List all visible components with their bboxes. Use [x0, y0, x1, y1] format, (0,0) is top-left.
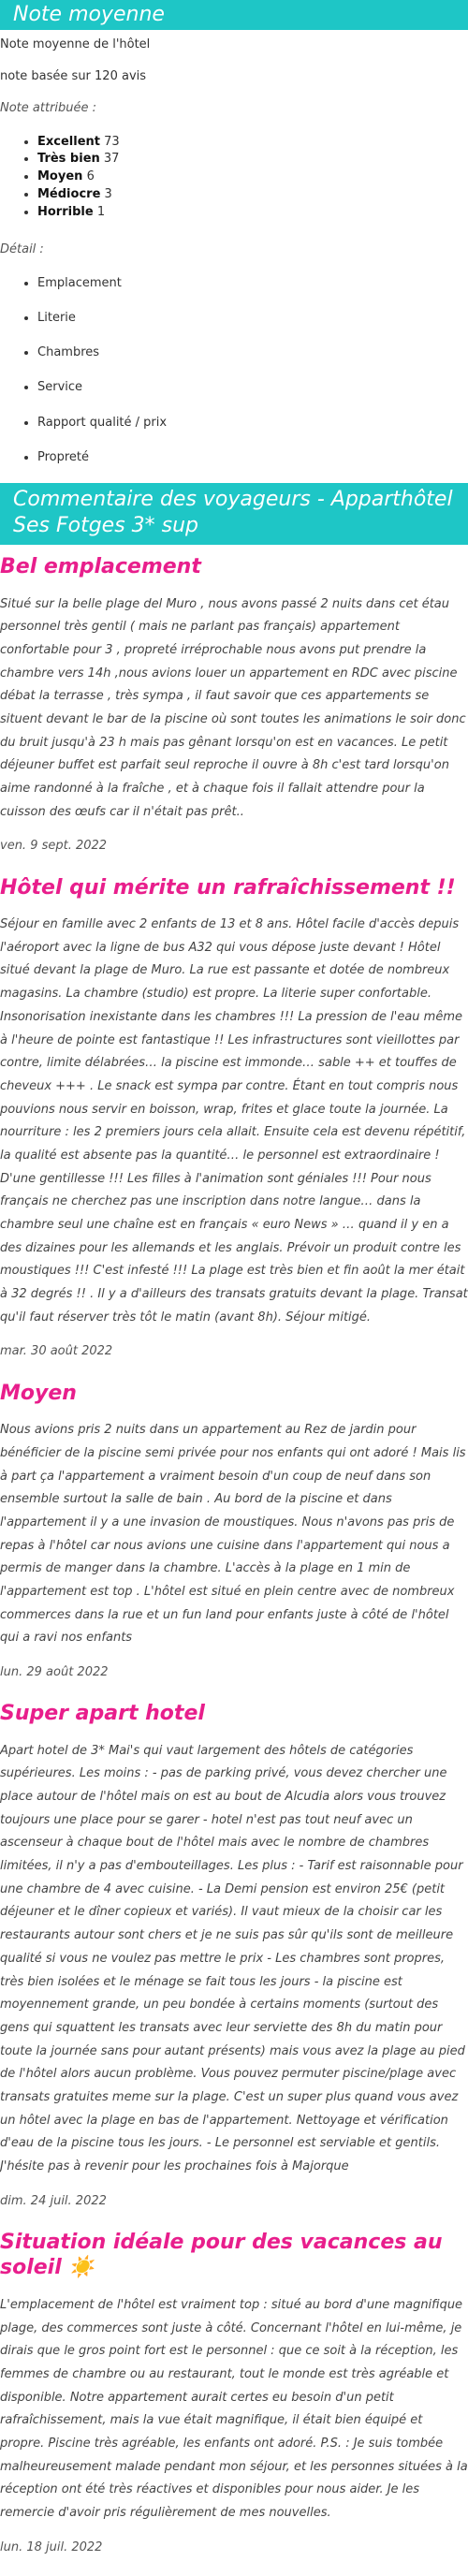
review-card [0, 1701, 468, 2211]
count-label: Horrible [37, 204, 94, 219]
count-value: 6 [86, 169, 95, 184]
count-value: 1 [96, 204, 106, 219]
rating-counts-list [0, 134, 468, 222]
review-body: Apart hotel de 3* Mai's qui vaut largement des hôtels de catégories supérieures. Les moins : - pas de parking privé, vous devez chercher une place autour de l'hôtel mais on est au bout de Alcudia alors vous trouvez toujours une place pour se garer - hotel n'est pas tout neuf avec un ascenseur à chaque bout de l'hôtel mais avec le nombre de chambres limitées, il n'y a pas d'embouteillages. Les plus : - Tarif est raisonnable pour une chambre de 4 avec cuisine. - La Demi pension est environ 25€ (petit déjeuner et le dîner copieux et variés). Il vaut mieux de la choisir car les restaurants autour sont chers et je ne suis pas sûr qu'ils sont de meilleure qualité si vous ne voulez pas mettre le prix - Les chambres sont propres, très bien isolées et le ménage se fait tous les jours - la piscine est moyennement grande, un peu bondée à certains moments (surtout des gens qui squattent les transats avec leur serviette des 8h du matin pour toute la journée sans pour autant présents) mais vous avez la plage au pied de l'hôtel alors aucun problème. Vous pouvez permuter piscine/plage avec transats gratuites meme sur la plage. C'est un super plus quand vous avez un hôtel avec la plage en bas de l'appartement. Nettoyage et vérification d'eau de la piscine tous les jours. - Le personnel est serviable et gentils. J'hésite pas à revenir pour les prochaines fois à Majorque [0, 1743, 465, 2174]
count-value: 3 [104, 187, 112, 202]
count-value: 37 [103, 152, 120, 167]
review-card [0, 1381, 468, 1683]
detail-item: • Propreté [37, 448, 468, 467]
count-item [37, 186, 468, 204]
count-label: Médiocre [37, 187, 101, 202]
review-date: mar. 30 août 2022 [0, 1344, 113, 1359]
detail-list [0, 274, 468, 467]
count-item [37, 168, 468, 186]
review-body: Séjour en famille avec 2 enfants de 13 et 8 ans. Hôtel facile d'accès depuis l'aéroport avec la ligne de bus A32 qui vous dépose juste devant ! Hôtel situé devant la plage de Muro. La rue est passante et dotée de nombreux magasins. La chambre (studio) est propre. La literie super confortable. Insonorisation inexistante dans les chambres !!! La pression de l'eau même à l'heure de pointe est fantastique !! Les infrastructures sont vieillottes par contre, limite délabrées… la piscine est immonde… sable ++ et touffes de cheveux +++ . Le snack est sympa par contre. Étant en tout compris nous pouvions nous servir en boisson, wrap, frites et glace toute la journée. La nourriture : les 2 premiers jours cela allait. Ensuite cela est devenu répétitif, la qualité est absente pas la quantité… le personnel est extraordinaire ! D'une gentillesse !!! Les filles à l'animation sont géniales !!! Pour nous français ne cherchez pas une inscription dans notre langue… dans la chambre seul une chaîne est en français « euro News » … quand il y en a des dizaines pour les allemands et les anglais. Prévoir un produit contre les moustiques !!! C'est infesté !!! La plage est très bien et fin août la mer était à 32 degrés !! . Il y a d'ailleurs des transats gratuits devant la plage. Transat qu'il faut réserver très tôt le matin (avant 8h). Séjour mitigé. [0, 917, 468, 1325]
comments-heading: Commentaire des voyageurs - Apparthôtel Ses Fotges 3* sup [0, 483, 468, 545]
review-title: Hôtel qui mérite un rafraîchissement !! [0, 875, 456, 900]
review-body: Nous avions pris 2 nuits dans un appartement au Rez de jardin pour bénéficier de la piscine semi privée pour nos enfants qui ont adoré ! Mais lis à part ça l'appartement a vraiment besoin d'un coup de neuf dans son ensemble surtout la salle de bain . Au bord de la piscine et dans l'appartement il y a une invasion de moustiques. Nous n'avons pas pris de repas à l'hôtel car nous avions une cuisine dans l'appartement qui nous a permis de manger dans la chambre. L'accès à la plage en 1 min de l'appartement est top . L'hôtel est situé en plein centre avec de nombreux commerces dans la rue et un fun land pour enfants juste à côté de l'hôtel qui a ravi nos enfants [0, 1423, 466, 1646]
count-value: 73 [104, 134, 120, 149]
review-date: lun. 29 août 2022 [0, 1665, 109, 1679]
review-title: Moyen [0, 1381, 77, 1405]
detail-item: • Service [37, 378, 468, 397]
review-title: Bel emplacement [0, 555, 201, 579]
review-title: Situation idéale pour des vacances au soleil ☀️ [0, 2230, 443, 2280]
review-card [0, 554, 468, 856]
detail-item: • Chambres [37, 344, 468, 362]
comments-section [0, 483, 468, 2557]
review-date: lun. 18 juil. 2022 [0, 2539, 103, 2554]
rating-score-line: note basée sur 120 avis [0, 69, 147, 84]
detail-item: • Rapport qualité / prix [37, 414, 468, 432]
count-item [37, 134, 468, 152]
count-label: Moyen [37, 169, 83, 184]
review-body: Situé sur la belle plage del Muro , nous avons passé 2 nuits dans cet étau personnel très gentil ( mais ne parlant pas français) appartement confortable pour 3 , propreté irréprochable nous avons put prendre la chambre vers 14h ,nous avions louer un appartement en RDC avec piscine débat la terrasse , très sympa , il faut savoir que ces appartements se situent devant le bar de la piscine où sont toutes les animations le soir donc du bruit jusqu'à 23 h mais pas gênant lorsqu'on est en vacances. Le petit déjeuner buffet est parfait seul reproche il ouvre à 8h c'est tard lorsqu'on aime randonné à la fraîche , et à chaque fois il fallait attendre pour la cuisson des œufs car il n'était pas prêt.. [0, 596, 466, 819]
detail-item: • Emplacement [37, 274, 468, 293]
detail-label: Détail : [0, 242, 44, 256]
review-card [0, 875, 468, 1362]
count-item [37, 151, 468, 168]
count-label: Excellent [37, 134, 100, 149]
count-item [37, 204, 468, 222]
review-title: Super apart hotel [0, 1702, 205, 1726]
review-date: ven. 9 sept. 2022 [0, 839, 108, 854]
rating-subtitle: Note moyenne de l'hôtel [0, 37, 151, 52]
rating-section [0, 0, 468, 467]
detail-item: • Literie [37, 309, 468, 328]
rating-heading: Note moyenne [0, 0, 468, 30]
review-date: dim. 24 juil. 2022 [0, 2193, 107, 2208]
count-label: Très bien [37, 152, 100, 167]
review-body: L'emplacement de l'hôtel est vraiment top : situé au bord d'une magnifique plage, des commerces sont juste à côté. Concernant l'hôtel en lui-même, je dirais que le gros point fort est le personnel : que ce soit à la réception, les femmes de chambre ou au restaurant, tout le monde est très agréable et disponible. Notre appartement aurait certes eu besoin d'un petit rafraîchissement, mais la vue était magnifique, il était bien équipé et propre. Piscine très agréable, les enfants ont adoré. P.S. : Je suis tombée malheureusement malade pendant mon séjour, et les personnes situées à la réception ont été très réactives et disponibles pour nous aider. Je les remercie d'avoir pris régulièrement de mes nouvelles. [0, 2297, 468, 2521]
review-card [0, 2230, 468, 2557]
attributed-label: Note attribuée : [0, 101, 97, 116]
